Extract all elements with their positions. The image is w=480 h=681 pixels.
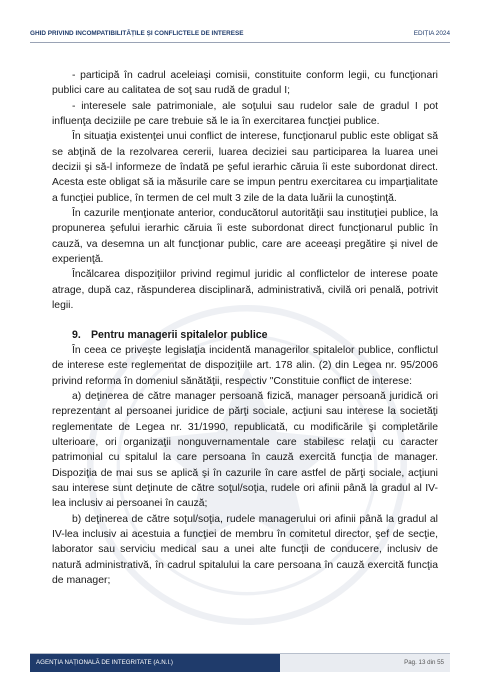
header-title: GHID PRIVIND INCOMPATIBILITĂȚILE ȘI CONFLICTELE DE INTERESE <box>30 30 244 37</box>
page-number: Pag. 13 din 55 <box>404 659 444 666</box>
header-edition: EDIȚIA 2024 <box>413 30 450 37</box>
paragraph-1: - participă în cadrul aceleiaşi comisii, constituite conform legii, cu funcţionari publici care au calitatea de soţ sau rudă de gradul I; <box>52 70 438 97</box>
paragraph-4: În cazurile menţionate anterior, conducătorul autorităţii sau instituţiei publice, la propunerea şefului ierarhic căruia îi este subordonat direct funcţionarul public în cauză, va desemna un alt funcţionar public, care are aceeaşi pregătire şi nivel de experienţă. <box>52 208 438 266</box>
footer-agency: AGENȚIA NAȚIONALĂ DE INTEGRITATE (A.N.I.) <box>30 654 280 672</box>
paragraph-5: Încălcarea dispoziţiilor privind regimul juridic al conflictelor de interese poate atrage, după caz, răspunderea disciplinară, administrativă, civilă ori penală, potrivit legii. <box>52 269 438 312</box>
paragraph-2: - interesele sale patrimoniale, ale soţului sau rudelor sale de gradul I pot influenţa deciziile pe care trebuie să le ia în exercitarea funcţiei publice. <box>52 100 438 128</box>
page-footer <box>30 653 450 672</box>
paragraph-3: În situaţia existenţei unui conflict de interese, funcţionarul public este obligat să se abţină de la rezolvarea cererii, luarea deciziei sau participarea la luarea unei decizii şi să-l informeze de îndată pe şeful ierarhic căruia îi este subordonat direct. Acesta este obligat să ia măsurile care se impun pentru exercitarea cu imparţialitate a funcţiei publice, în termen de cel mult 3 zile de la data luării la cunoştinţă. <box>52 131 438 204</box>
document-body <box>52 68 438 588</box>
paragraph-7: a) deţinerea de către manager persoană fizică, manager persoană juridică ori reprezentant al persoanei juridice de părţi sociale, acţiuni sau interese la societăţi reglementate de Legea nr. 31/1990, republicată, cu modificările şi completările ulterioare, ori organizaţii nonguvernamentale care stabilesc relaţii cu caracter patrimonial cu spitalul la care persoana în cauză exercită funcţia de manager. Dispoziţia de mai sus se aplică şi în cazurile în care astfel de părţi sociale, acţiuni sau interese sunt deţinute de către soţul/soţia, rudele ori afinii până la gradul al IV-lea inclusiv ai persoanei în cauză; <box>52 390 438 510</box>
page-header <box>30 20 450 43</box>
section-title: Pentru managerii spitalelor publice <box>90 328 268 341</box>
paragraph-8: b) deţinerea de către soţul/soţia, rudele managerului ori afinii până la gradul al IV-lea inclusiv ai acestuia a funcţiei de membru în comitetul director, şef de secţie, laborator sau serviciu medical sau a unei alte funcţii de conducere, inclusiv de natură administrativă, în cadrul spitalului la care persoana în cauză exercită funcţia de manager; <box>52 513 438 586</box>
section-number: 9. <box>72 328 81 341</box>
paragraph-6: În ceea ce priveşte legislaţia incidentă managerilor spitalelor publice, conflictul de interese este reglementat de dispoziţiile art. 178 alin. (2) din Legea nr. 95/2006 privind reforma în domeniul sănătăţii, respectiv "Constituie conflict de interese: <box>52 344 438 387</box>
section-heading <box>52 328 438 343</box>
